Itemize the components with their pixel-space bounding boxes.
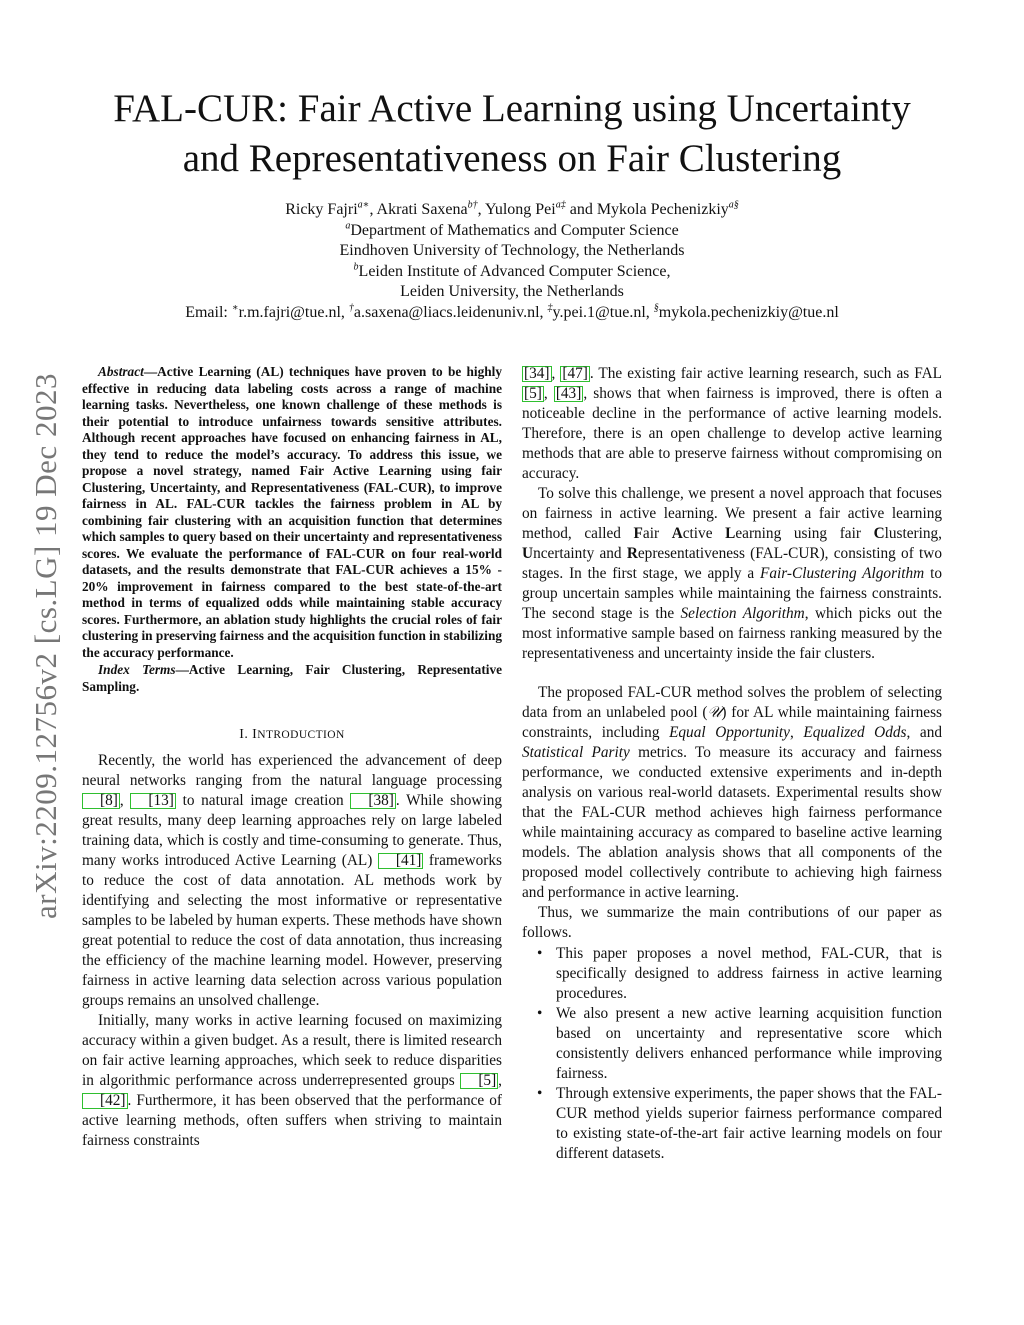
citation-link[interactable]: [13] (130, 793, 176, 809)
list-item: • We also present a new active learning acquisition function based on uncertainty and representative score which consistently delivers enhanced performance while improving fairness. (556, 1004, 942, 1084)
list-item: • Through extensive experiments, the paper shows that the FAL-CUR method yields superior fairness performance compared to existing state-of-the-art fair active learning models on four different datasets. (556, 1084, 942, 1164)
author-names: Ricky Fajri$^{a∗}$, Akrati Saxena$^{b\dagger}$, Yulong Pei$^{a\ddagger}$ and Mykola Pechenizkiy$^{a\S}$ (285, 199, 739, 218)
citation-link[interactable]: [38] (350, 793, 396, 809)
intro-paragraph-3: To solve this challenge, we present a novel approach that focuses on fairness in active learning. We present a fair active learning method, called Fair Active Learning using fair Clustering, Uncertainty and Representativeness (FAL-CUR), consisting of two stages. In the first stage, we apply a Fair-Clustering Algorithm to group uncertain samples while maintaining the fairness constraints. The second stage is the Selection Algorithm, which picks out the most informative sample based on fairness ranking measured by the representativeness and uncertainty inside the fair clusters. (522, 485, 943, 662)
intro-paragraph-4: The proposed FAL-CUR method solves the problem of selecting data from an unlabeled pool (𝒰) for AL while maintaining fairness constraints, including Equal Opportunity, Equalized Odds, and Statistical Parity metrics. To measure its accuracy and fairness performance, we conducted extensive experiments and in-depth analysis on various real-world datasets. Experimental results show that the FAL-CUR method achieves high fairness performance while maintaining accuracy as compared to baseline active learning models. The ablation analysis shows that all components of the proposed model collectively contribute to achieving high fairness and performance in active learning. (522, 684, 942, 901)
affiliation-a-line-2: Eindhoven University of Technology, the Netherlands (339, 242, 685, 259)
intro-paragraph-5: Thus, we summarize the main contributions of our paper as follows. (522, 904, 942, 941)
affiliation-a-line-1: $^a$Department of Mathematics and Computer Science (345, 220, 679, 239)
citation-link[interactable]: [47] (562, 365, 588, 382)
paper-title-line-2: and Representativeness on Fair Clustering (182, 137, 842, 180)
abstract: Abstract—Active Learning (AL) techniques have proven to be highly effective in reducing data labeling costs across a range of machine learning tasks. Nevertheless, one known challenge of these methods is their potential to introduce unfairness towards sensitive attributes. Although recent approaches have focused on enhancing fairness in AL, they tend to reduce the model’s accuracy. To address this issue, we propose a novel strategy, named Fair Active Learning using fair Clustering, Uncertainty, and Representativeness (FAL-CUR), to improve fairness in AL. FAL-CUR tackles the fairness problem in AL by combining fair clustering with an acquisition function that determines which samples to query based on their uncertainty and representativeness scores. We evaluate the performance of FAL-CUR on four real-world datasets, and the results demonstrate that FAL-CUR achieves a 15% - 20% improvement in fairness compared to the best state-of-the-art method in terms of equalized odds while maintaining stable accuracy scores. Furthermore, an ablation study highlights the crucial roles of fair clustering in preserving fairness and the acquisition function in stabilizing the accuracy performance. (82, 364, 502, 660)
affiliation-b-line-1: $^b$Leiden Institute of Advanced Computer Science, (353, 261, 671, 280)
intro-paragraph-1: Recently, the world has experienced the advancement of deep neural networks ranging from the natural language processing [8] , [13] to natural image creation [38] . While showing great results, many deep learning approaches rely on large labeled training data, which is costly and time-consuming to generate. Thus, many works introduced Active Learning (AL) [41] frameworks to reduce the cost of data annotation. AL methods work by identifying and selecting the most informative or representative samples to be labeled by human experts. These methods have shown great potential to reduce the cost of data annotation, thus increasing the efficiency of the machine learning model. However, preserving fairness in active learning data selection across various population groups remains an unsolved challenge. (82, 752, 503, 1009)
affiliation-b-line-2: Leiden University, the Netherlands (400, 283, 624, 300)
list-item: • This paper proposes a novel method, FAL-CUR, that is specifically designed to address fairness in active learning procedures. (556, 944, 942, 1004)
author-block (60, 200, 964, 323)
contributions-list (522, 944, 942, 1164)
index-terms: Index Terms—Active Learning, Fair Clustering, Representative Sampling. (82, 662, 502, 694)
section-heading-introduction: I. INTRODUCTION (239, 727, 345, 742)
arxiv-identifier: arXiv:2209.12756v2 [cs.LG] 19 Dec 2023 (28, 373, 63, 919)
email-line: Email: ∗r.m.fajri@tue.nl, †a.saxena@liacs.leidenuniv.nl, ‡y.pei.1@tue.nl, §mykola.pechenizkiy@tue.nl (185, 302, 839, 321)
intro-paragraph-2-continued: [34] , [47] . The existing fair active learning research, such as FAL [5] , [43] , shows that when fairness is improved, there is often a noticeable decline in the performance of active learning models. Therefore, there is an open challenge to develop active learning methods that are able to preserve fairness without compromising on accuracy. (522, 365, 943, 482)
citation-link[interactable]: [34] (524, 365, 550, 382)
citation-link[interactable]: [5] (524, 385, 542, 402)
paper-title (60, 84, 964, 184)
citation-link[interactable]: [41] (378, 853, 424, 869)
paper-title-line-1: FAL-CUR: Fair Active Learning using Uncertainty (113, 87, 911, 130)
citation-link[interactable]: [43] (555, 385, 582, 402)
right-column (522, 364, 942, 1164)
citation-link[interactable]: [42] (82, 1093, 128, 1109)
intro-paragraph-2: Initially, many works in active learning focused on maximizing accuracy within a given budget. As a result, there is limited research on fair active learning approaches, which seek to reduce disparities in algorithmic performance across underrepresented groups [5] , [42] . Furthermore, it has been observed that the performance of active learning methods, often suffers when striving to maintain fairness constraints (82, 1012, 502, 1149)
citation-link[interactable]: [8] (82, 793, 120, 809)
citation-link[interactable]: [5] (460, 1073, 498, 1089)
left-column (82, 364, 502, 1151)
